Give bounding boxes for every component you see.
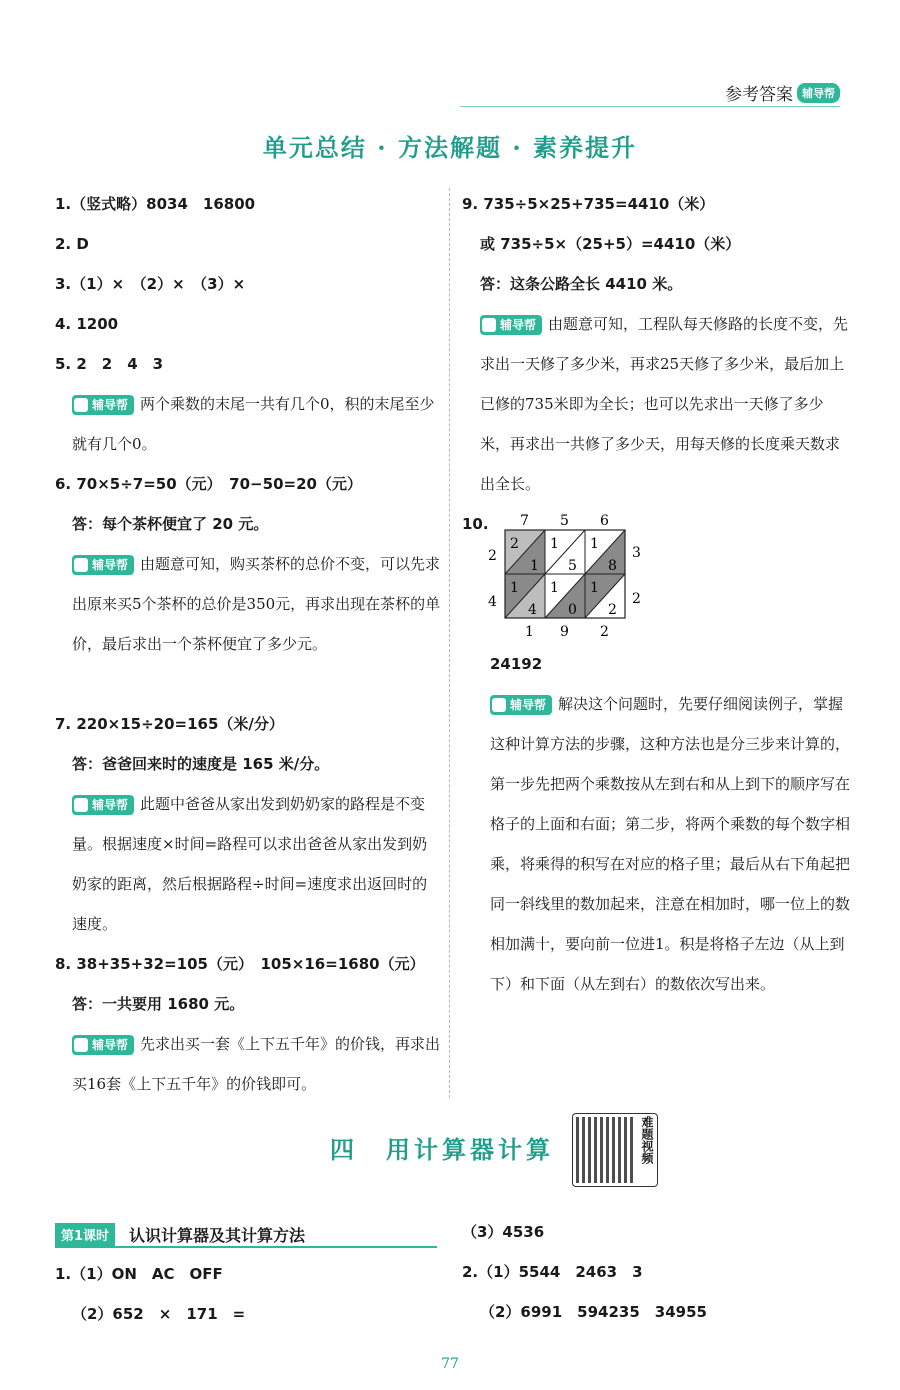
note-badge: 辅导帮 (72, 395, 134, 415)
lesson-bar (55, 1222, 437, 1248)
page-title: 单元总结 · 方法解题 · 素养提升 (262, 133, 638, 162)
grid-top-1: 5 (560, 513, 569, 529)
cell-digit: 2 (510, 536, 519, 552)
note-badge: 辅导帮 (480, 315, 542, 335)
book-icon (74, 798, 88, 812)
cell-digit: 2 (608, 602, 617, 618)
q10-answer: 24192 (490, 655, 543, 673)
book-icon (74, 1038, 88, 1052)
note-badge: 辅导帮 (490, 695, 552, 715)
q9b: 或 735÷5×（25+5）=4410（米） (480, 235, 741, 253)
grid-bottom-2: 2 (600, 624, 609, 640)
q9: 9. 735÷5×25+735=4410（米） (462, 195, 715, 213)
cell-digit: 5 (568, 558, 577, 574)
grid-top-2: 6 (600, 513, 609, 529)
note-badge: 辅导帮 (72, 795, 134, 815)
cell-digit: 4 (528, 602, 537, 618)
lesson-title: 认识计算器及其计算方法 (129, 1225, 306, 1245)
qr-code[interactable] (572, 1113, 658, 1187)
a8: 答：一共要用 1680 元。 (72, 995, 245, 1013)
cell-digit: 8 (608, 558, 617, 574)
book-icon (482, 318, 496, 332)
b-l2: （2）652 × 171 = (72, 1305, 246, 1323)
cell-digit: 1 (550, 536, 559, 552)
note-7: 辅导帮 此题中爸爸从家出发到奶奶家的路程是不变量。根据速度×时间=路程可以求出爸爸从家出发到奶奶家的距离，然后根据路程÷时间=速度求出返回时的速度。 (72, 795, 428, 933)
header-rule (0, 106, 900, 108)
b-l1: 1.（1）ON AC OFF (55, 1265, 223, 1283)
book-icon (74, 398, 88, 412)
header-badge: 辅导帮 (797, 83, 840, 103)
a7: 答：爸爸回来时的速度是 165 米/分。 (72, 755, 330, 773)
cell-digit: 0 (568, 602, 577, 618)
q1: 1.（竖式略）8034 16800 (55, 195, 256, 213)
cell-digit: 1 (530, 558, 539, 574)
grid-left-0: 2 (488, 548, 497, 564)
grid-left-1: 4 (488, 594, 497, 610)
header-label: 参考答案 (725, 85, 793, 105)
note-8: 辅导帮 先求出买一套《上下五千年》的价钱，再求出买16套《上下五千年》的价钱即可。 (72, 1035, 441, 1093)
qr-label: 难题视频 (640, 1116, 654, 1164)
note-5: 辅导帮 两个乘数的末尾一共有几个0，积的末尾至少就有几个0。 (72, 395, 435, 453)
grid-bottom-0: 1 (525, 624, 534, 640)
grid-bottom-1: 9 (560, 624, 569, 640)
note-9: 辅导帮 由题意可知，工程队每天修路的长度不变，先求出一天修了多少米，再求25天修了多少米，最后加上已修的735米即为全长；也可以先求出一天修了多少米，再求出一共修了多少天，用每天修的长度乘天数求出全长。 (480, 315, 849, 493)
note-10: 辅导帮 解决这个问题时，先要仔细阅读例子，掌握这种计算方法的步骤，这种方法也是分三步来计算的，第一步先把两个乘数按从左到右和从上到下的顺序写在格子的上面和右面；第二步，将两个乘数的每个数字相乘，将乘得的积写在对应的格子里；最后从右下角起把同一斜线里的数加起来，注意在相加时，哪一位上的数相加满十，要向前一位进1。积是将格子左边（从上到下）和下面（从左到右）的数依次写出来。 (490, 695, 851, 993)
section-title: 四 用计算器计算 (330, 1135, 554, 1164)
q2: 2. D (55, 235, 89, 253)
a6: 答：每个茶杯便宜了 20 元。 (72, 515, 269, 533)
grid-right-0: 3 (632, 545, 641, 561)
q6: 6. 70×5÷7=50（元） 70−50=20（元） (55, 475, 362, 493)
note-badge: 辅导帮 (72, 555, 134, 575)
grid-right-1: 2 (632, 591, 641, 607)
answer-header (725, 80, 840, 105)
a9: 答：这条公路全长 4410 米。 (480, 275, 683, 293)
q8: 8. 38+35+32=105（元） 105×16=1680（元） (55, 955, 425, 973)
b-r1: （3）4536 (462, 1223, 545, 1241)
q7: 7. 220×15÷20=165（米/分） (55, 715, 284, 733)
note-badge: 辅导帮 (72, 1035, 134, 1055)
note-6: 辅导帮 由题意可知，购买茶杯的总价不变，可以先求出原来买5个茶杯的总价是350元，再求出现在茶杯的单价，最后求出一个茶杯便宜了多少元。 (72, 555, 441, 653)
q3: 3.（1）× （2）× （3）× (55, 275, 246, 293)
qr-code-icon (576, 1117, 636, 1183)
lattice-grid (480, 510, 650, 640)
q5: 5. 2 2 4 3 (55, 355, 164, 373)
q4: 4. 1200 (55, 315, 119, 333)
cell-digit: 1 (510, 580, 519, 596)
cell-digit: 1 (550, 580, 559, 596)
q10: 10. (462, 515, 489, 533)
book-icon (74, 558, 88, 572)
cell-digit: 1 (590, 536, 599, 552)
b-r2: 2.（1）5544 2463 3 (462, 1263, 643, 1281)
lesson-tag: 第1课时 (55, 1223, 115, 1246)
cell-digit: 1 (590, 580, 599, 596)
b-r3: （2）6991 594235 34955 (480, 1303, 707, 1321)
page-number: 77 (441, 1356, 459, 1372)
column-divider (449, 188, 450, 1098)
book-icon (492, 698, 506, 712)
grid-top-0: 7 (520, 513, 529, 529)
